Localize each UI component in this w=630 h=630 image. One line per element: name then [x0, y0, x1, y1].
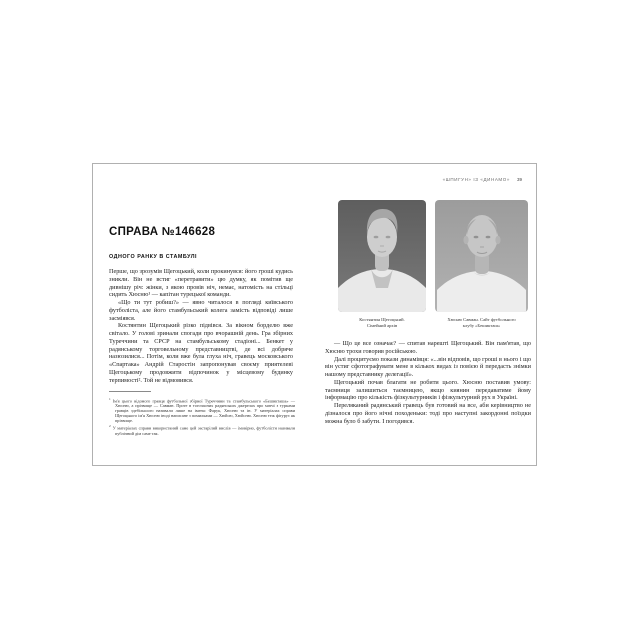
footnote: [109, 397, 295, 423]
book-spread-scan: [92, 163, 537, 466]
photo-caption: [435, 317, 528, 328]
running-header-title: «ШПИГУН» ІЗ «ДИНАМО»: [442, 177, 510, 182]
footnote-divider: [109, 391, 151, 392]
photo-figure-shchehotsky: [338, 200, 426, 328]
caption-line: Сімейний архів: [366, 322, 398, 328]
chapter-title: СПРАВА №146628: [109, 226, 216, 238]
right-page: [315, 164, 538, 465]
photo-figure-savman: [435, 200, 528, 328]
photo-row: [338, 200, 528, 328]
paragraph: «Що ти тут робиш?» — явно читалося в погляді київського футболіста, але його стамбульський колега замість відповіді лише засміявся.: [109, 299, 293, 322]
right-page-body: [325, 340, 531, 425]
paragraph: Далі процитуємо покази динамівця: «...він відповів, що гроші в нього і що він устиг сфотографувати мене в кількох видах із повією й передасть знімки нашому представнику делегації».: [325, 355, 531, 378]
paragraph: — Що це все означає? — спитав нарешті Щегоцький. Він пам'ятав, що Хюсню трохи говорив російською.: [325, 340, 531, 355]
caption-line: Костянтин Щегоцький.: [359, 317, 405, 322]
paragraph: Переляканий радянський гравець був готовий на все, аби керівництво не дізналося про його нічні походеньки: тоді про наступні закордонні поїздки можна було б забути. І погодився.: [325, 402, 531, 425]
photo-savman: [435, 200, 528, 312]
paragraph: Перше, що зрозумів Щегоцький, коли прокинувся: його гроші кудись зникли. Він не встиг «перетравити» цю думку, як помітив ще дивнішу річ: жінки, з якою провів ніч, немає, натомість на стільці сидить Хюсню¹ — капітан турецької команди.: [109, 268, 293, 299]
paragraph: Щегоцький почав благати не робити цього. Хюсню поставив умову: таємниця залишиться таємницею, якщо киянин передаватиме йому інформацію про кількість фізкультурників і фізкультурний рух в Україні.: [325, 378, 531, 402]
page-number: 39: [516, 177, 522, 182]
running-header: [443, 177, 522, 182]
paragraph: Костянтин Щегоцький різко підвівся. За вікном борделю вже світало. У голові зринали спогади про вчорашній день. Гра збірних Туреччини та СРСР на стамбульському стадіоні... Бенкет у радянському торговельному представництві, де всі добряче назюзилися... Потім, коли вже була глуха ніч, гравець московського «Спартака» Андрій Старостін запропонував своєму приятелеві Щегоцькому продовжити відпочинок у місцевому будинку терпимості². Той не відмовився.: [109, 322, 293, 384]
footnote-marker: 2: [109, 424, 111, 429]
footnote-marker: 1: [109, 397, 111, 401]
section-kicker: ОДНОГО РАНКУ В СТАМБУЛІ: [109, 254, 198, 260]
caption-line: клубу «Бешикташ»: [462, 322, 501, 328]
left-page-body: [109, 268, 293, 384]
caption-line: Хюсню Савман. Сайт футбольного: [447, 317, 516, 322]
photo-shchehotsky: [338, 200, 426, 312]
left-page: [93, 164, 315, 465]
footnote: [109, 424, 295, 435]
footnote-text: Ім'я цього відомого гравця футбольної збірної Туреччини та стамбульського «Бешикташа» — Хюсню, а прізвище — Савман. Проте в тогочасних радянських джерелах про матчі з турками гравців здебільшого називали лише на імена: Фарук, Хюсню та ін. У матеріалах справи Щегоцького ім'я Хюсню іноді написане з помилками — Хюйсю, Хюйсню. Хюсню теж фігурує як прізвище.: [112, 398, 295, 424]
photo-caption: [338, 317, 426, 328]
footnotes: [109, 397, 295, 437]
footnote-text: У матеріалах справи використаний саме цей застарілий вислів — імовірно, футболісти називали публічний дім саме так.: [112, 425, 295, 436]
